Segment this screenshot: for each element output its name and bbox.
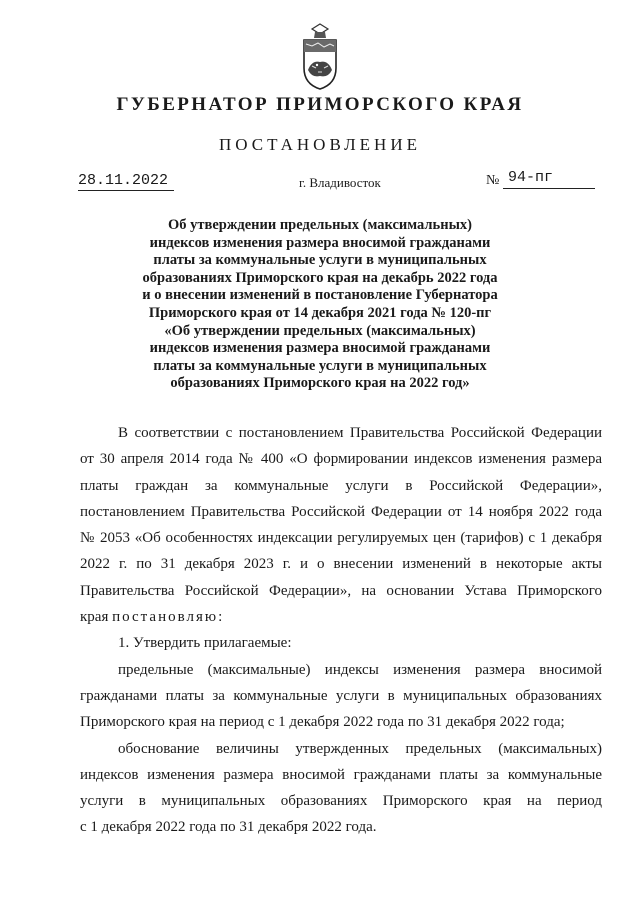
- body-text: края: [80, 609, 113, 626]
- title-line: «Об утверждении предельных (максимальных): [164, 322, 476, 339]
- document-number: 94-пг: [503, 170, 595, 189]
- body-line: услуги в муниципальных образованиях Приморского края на период: [80, 793, 602, 810]
- document-type: ПОСТАНОВЛЕНИЕ: [218, 135, 421, 154]
- body-line: Правительства Российской Федерации», на основании Устава Приморского: [80, 582, 602, 599]
- title-line: индексов изменения размера вносимой гражданами: [149, 340, 491, 357]
- body-line: индексов изменения размера вносимой гражданами платы за коммунальные: [80, 766, 602, 783]
- body-line: платы граждан за коммунальные услуги в Российской Федерации»,: [80, 477, 602, 494]
- title-line: образованиях Приморского края на 2022 год»: [170, 375, 470, 392]
- body-line: 2022 г. по 31 декабря 2023 г. и о внесении изменений в некоторые акты: [80, 556, 602, 573]
- body-text: :: [218, 609, 223, 626]
- title-line: образованиях Приморского края на декабрь 2022 года: [142, 269, 498, 286]
- body-line: [80, 604, 602, 630]
- title-line: платы за коммунальные услуги в муниципальных: [153, 357, 487, 374]
- title-line: Приморского края от 14 декабря 2021 года № 120-пг: [148, 304, 492, 321]
- paragraph-indices: [80, 657, 602, 736]
- document-date: 28.11.2022: [78, 172, 174, 191]
- body-line: обоснование величины утвержденных предельных (максимальных): [118, 740, 602, 757]
- body-line: с 1 декабря 2022 года по 31 декабря 2022 года.: [80, 819, 377, 836]
- coat-of-arms-icon: [298, 22, 342, 92]
- paragraph-item-1: 1. Утвердить прилагаемые:: [118, 635, 292, 652]
- decree-word: постановляю: [112, 609, 219, 626]
- paragraph-preamble: [80, 420, 602, 630]
- body-line: В соответствии с постановлением Правительства Российской Федерации: [118, 425, 602, 441]
- organization-title: ГУБЕРНАТОР ПРИМОРСКОГО КРАЯ: [116, 94, 524, 115]
- document-body: [80, 420, 602, 841]
- number-label: №: [486, 173, 500, 188]
- body-line: постановлением Правительства Российской Федерации от 14 ноября 2022 года: [80, 503, 602, 520]
- body-line: предельные (максимальные) индексы изменения размера вносимой: [118, 661, 602, 678]
- title-line: платы за коммунальные услуги в муниципальных: [153, 252, 487, 269]
- body-line: Приморского края на период с 1 декабря 2022 года по 31 декабря 2022 года;: [80, 714, 565, 731]
- document-city: г. Владивосток: [299, 175, 381, 190]
- paragraph-justification: [80, 736, 602, 841]
- body-line: от 30 апреля 2014 года № 400 «О формировании индексов изменения размера: [80, 451, 602, 468]
- body-line: гражданами платы за коммунальные услуги в муниципальных образованиях: [80, 687, 602, 704]
- title-line: и о внесении изменений в постановление Губернатора: [142, 287, 498, 304]
- document-title: [130, 217, 510, 393]
- title-line: индексов изменения размера вносимой гражданами: [149, 234, 491, 251]
- title-line: Об утверждении предельных (максимальных): [168, 217, 472, 233]
- body-line: № 2053 «Об особенностях индексации регулируемых цен (тарифов) с 1 декабря: [80, 530, 602, 547]
